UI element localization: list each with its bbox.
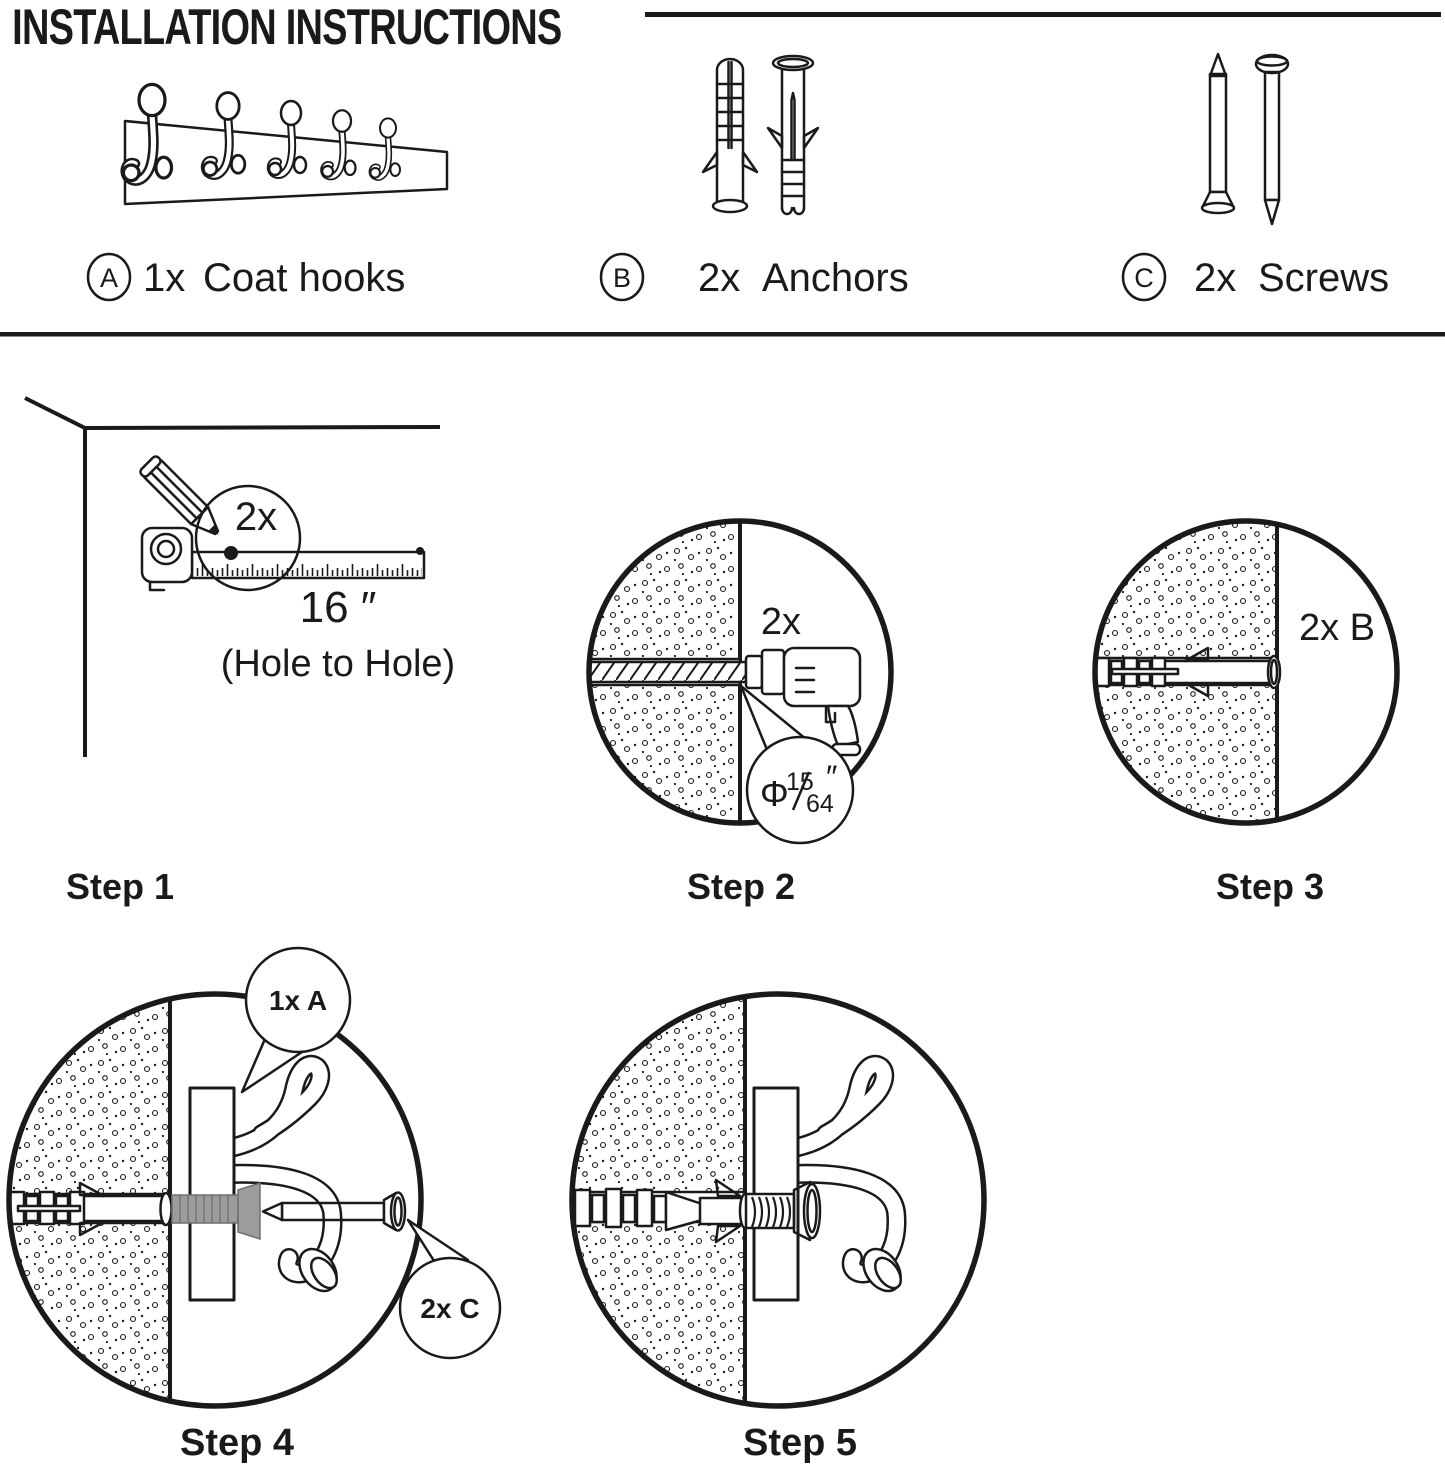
dia-denominator: 64 [806, 790, 834, 818]
hook-profile [230, 1065, 344, 1298]
step5 [566, 994, 984, 1464]
part-qty-c: 2x [1194, 256, 1237, 300]
step3-qty: 2x B [1298, 607, 1376, 649]
step1-distance: 16 ″ [299, 583, 377, 632]
callout-screws-text: 2x C [420, 1293, 480, 1324]
step1-note: (Hole to Hole) [220, 643, 456, 685]
page-title: INSTALLATION INSTRUCTIONS [12, 0, 562, 56]
part-badge-a: A [99, 263, 119, 293]
step2-label: Step 2 [686, 866, 796, 907]
part-badge-c: C [1134, 263, 1154, 293]
step2 [575, 521, 891, 907]
tape-measure [142, 528, 424, 590]
step2-qty: 2x [760, 601, 802, 643]
part-name-a: Coat hooks [203, 256, 406, 300]
title-rule [645, 12, 1441, 17]
part-badge-b: B [612, 263, 632, 293]
part-label-a [88, 254, 405, 300]
header [12, 0, 1441, 55]
dia-symbol: Φ [760, 773, 789, 814]
dia-numerator: 15 [786, 768, 814, 796]
hook-rail-board [190, 1088, 234, 1300]
step4-label: Step 4 [179, 1422, 295, 1464]
step1-qty: 2x [234, 495, 278, 539]
part-label-b [601, 254, 909, 300]
step5-label: Step 5 [742, 1422, 858, 1464]
step3-label: Step 3 [1215, 866, 1325, 907]
step3 [1085, 521, 1397, 907]
part-qty-b: 2x [698, 256, 741, 300]
screws-drawing [1202, 54, 1288, 224]
step1-label: Step 1 [66, 866, 175, 907]
dia-unit: ″ [826, 759, 838, 795]
anchors-drawing [703, 56, 818, 214]
step4 [2, 948, 500, 1464]
part-name-c: Screws [1258, 256, 1390, 300]
coat-hooks-drawing [123, 84, 447, 204]
part-name-b: Anchors [762, 256, 909, 300]
pencil-mark-dot [224, 546, 238, 560]
second-mark-dot [416, 547, 424, 555]
parts-list [88, 54, 1389, 300]
part-qty-a: 1x [143, 256, 186, 300]
hook-profile [794, 1065, 908, 1298]
drill-bit [585, 662, 746, 682]
callout-hooks-text: 1x A [268, 985, 328, 1016]
part-label-c [1123, 254, 1389, 300]
step1 [25, 398, 455, 907]
section-divider [0, 332, 1445, 337]
